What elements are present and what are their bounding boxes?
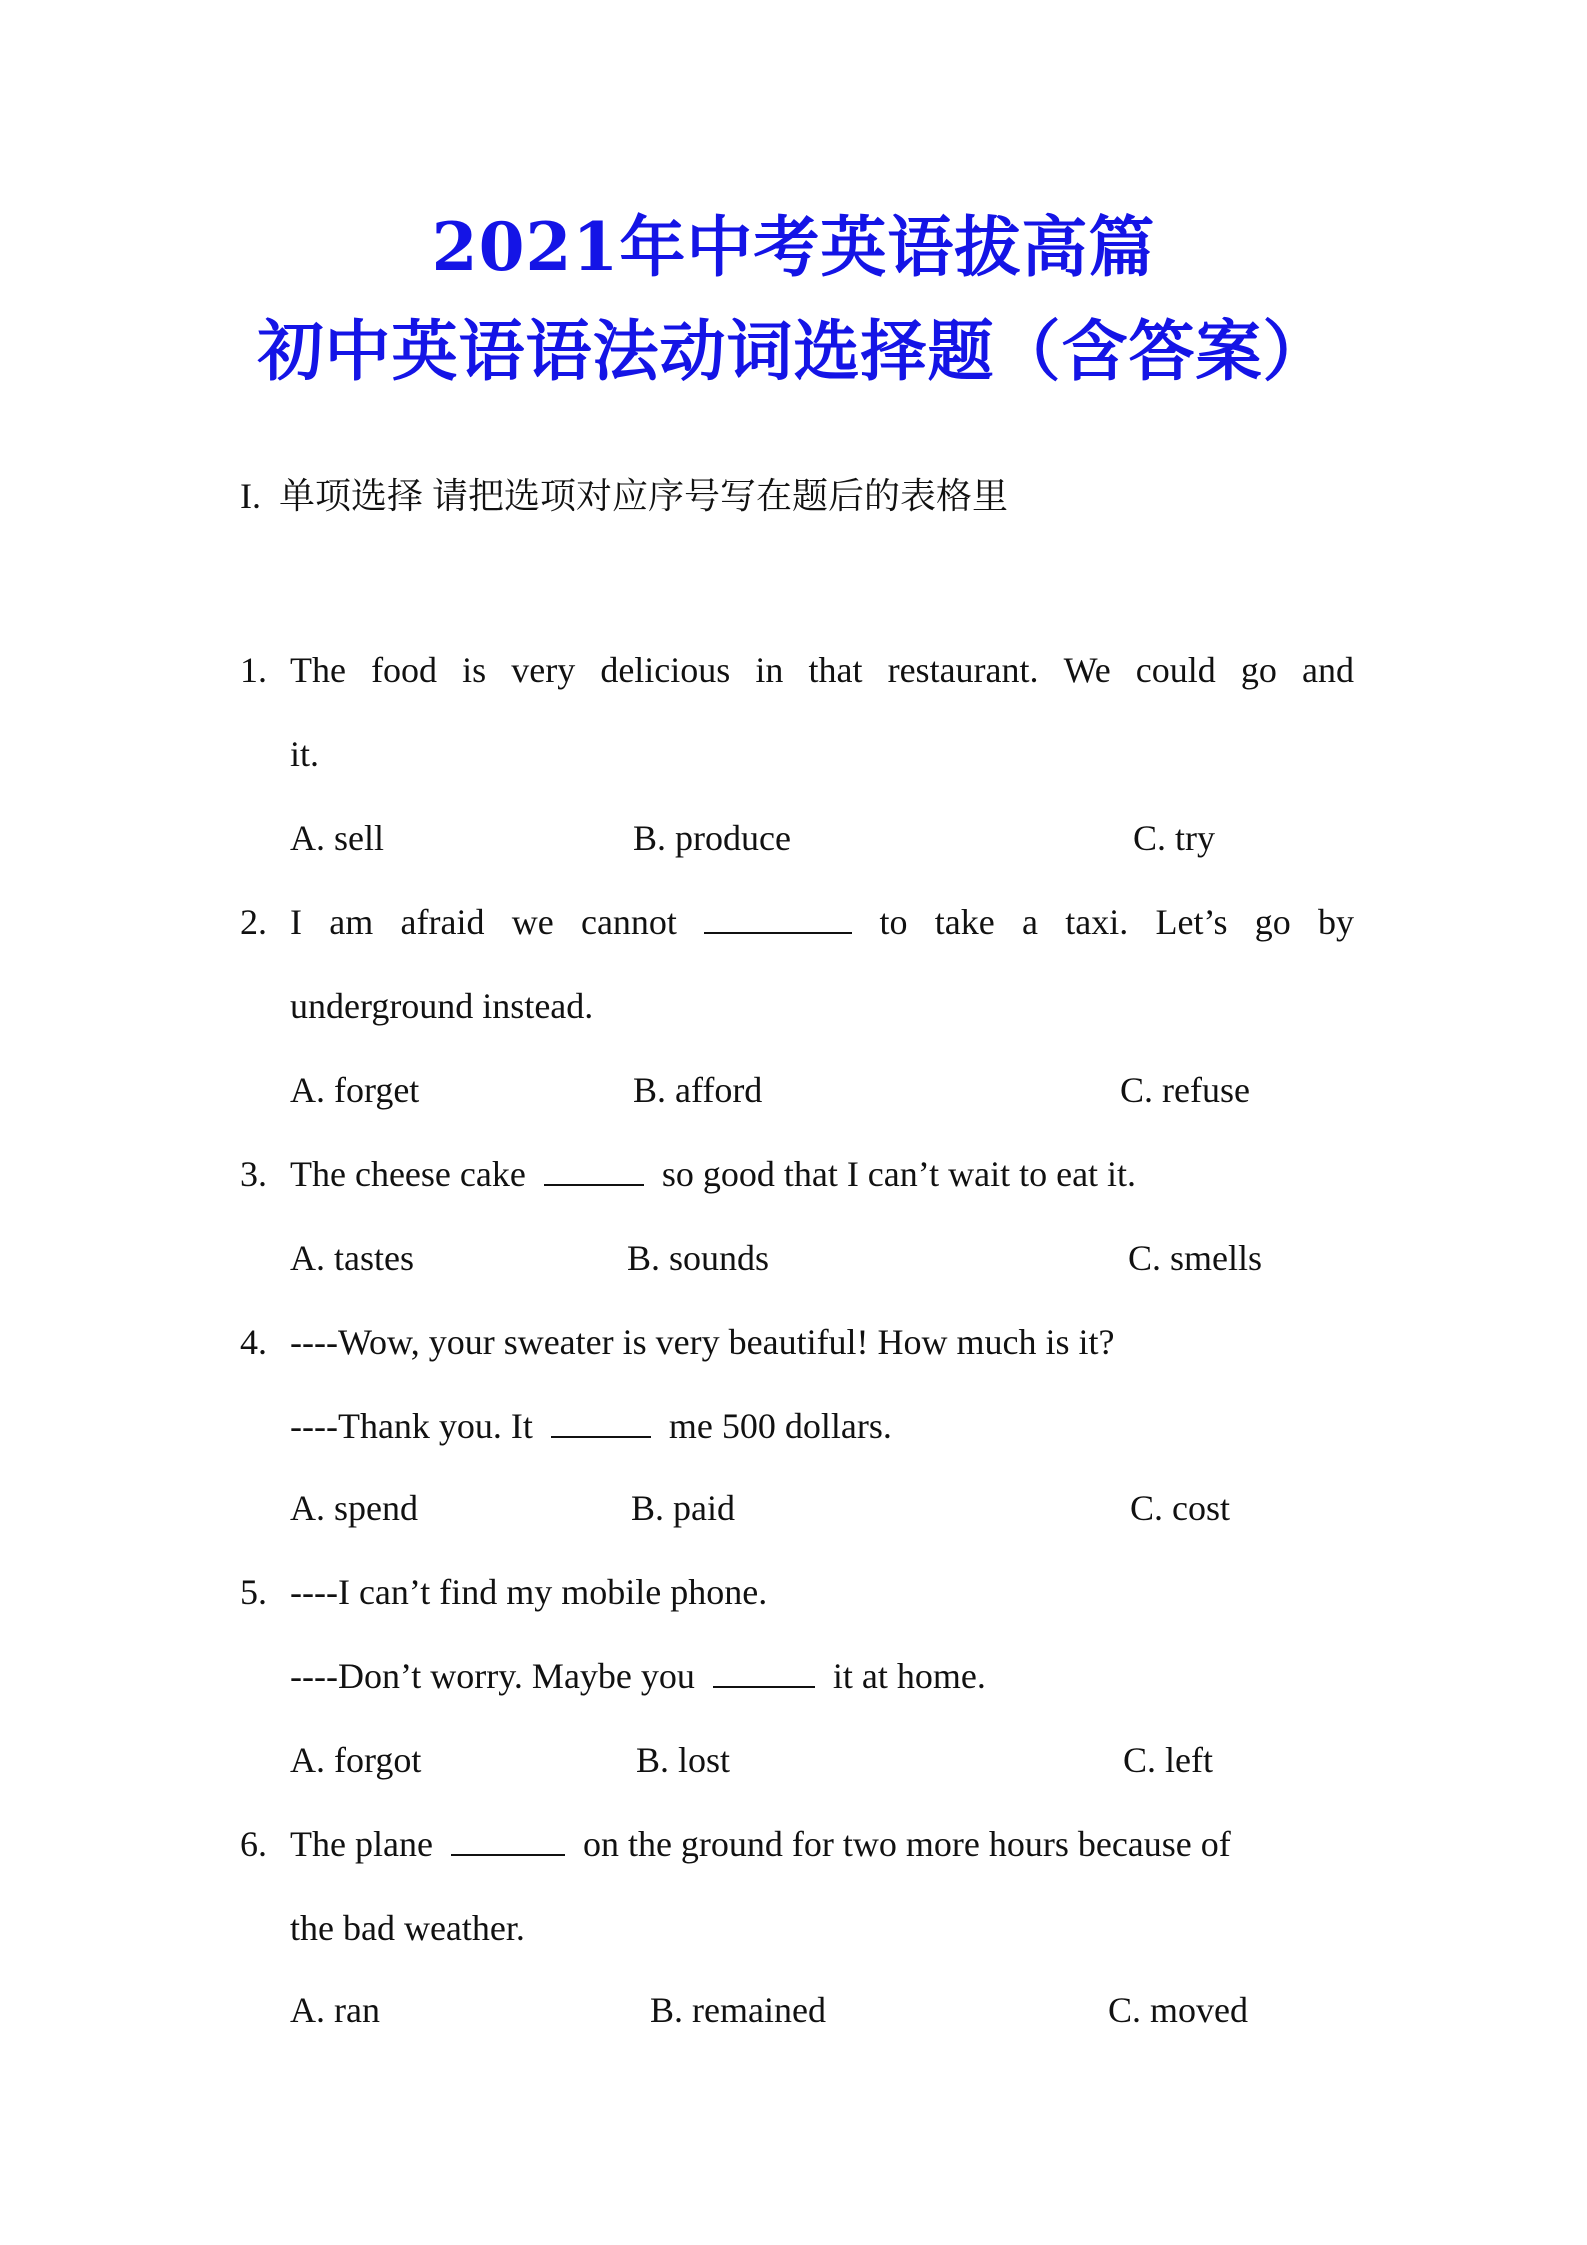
question-number: 1. [240,650,267,690]
word: could [1135,650,1216,690]
word: we [511,902,554,942]
question-number: 6. [240,1824,267,1864]
question-6-line-1 [290,1826,1231,1862]
section-number: I. [240,476,261,516]
question-3-line-1 [290,1156,1136,1192]
option-b: B. afford [633,1070,763,1110]
question-6-line-2: the bad weather. [290,1908,525,1948]
page-title-line-1: 2021年中考英语拔高篇 [431,208,1156,286]
answer-blank [451,1826,565,1856]
word: delicious [600,650,731,690]
option-c: C. smells [1128,1238,1263,1278]
answer-blank [713,1658,815,1688]
option-c: C. try [1133,818,1216,858]
word: very [511,650,576,690]
option-a: A. ran [290,1990,380,2030]
option-b: B. paid [631,1488,735,1528]
word: The [290,650,346,690]
question-1-line-1 [290,652,1354,688]
option-c: C. refuse [1120,1070,1250,1110]
question-number: 4. [240,1322,267,1362]
word: afraid [400,902,485,942]
word: go [1240,650,1277,690]
word: by [1318,902,1354,942]
word: and [1301,650,1354,690]
word: cannot [580,902,677,942]
question-1-line-2: it. [290,734,320,774]
section-heading [240,478,1008,514]
option-c: C. moved [1108,1990,1248,2030]
option-b: B. lost [636,1740,731,1780]
answer-blank [551,1408,651,1438]
question-text: The plane [290,1824,433,1864]
word: to [879,902,908,942]
question-2-line-2: underground instead. [290,986,594,1026]
question-5-line-1: ----I can’t find my mobile phone. [290,1572,768,1612]
page-title-line-2: 初中英语语法动词选择题（含答案） [257,312,1330,390]
section-instruction: 单项选择 请把选项对应序号写在题后的表格里 [279,476,1009,516]
word: am [329,902,374,942]
question-4-line-2 [290,1408,892,1444]
question-text: The cheese cake [290,1154,526,1194]
word: a [1021,902,1038,942]
option-c: C. left [1123,1740,1213,1780]
question-5-line-2 [290,1658,986,1694]
option-a: A. forget [290,1070,420,1110]
word: restaurant. [887,650,1039,690]
option-c: C. cost [1130,1488,1231,1528]
question-number: 3. [240,1154,267,1194]
question-4-line-1: ----Wow, your sweater is very beautiful! How much is it? [290,1322,1115,1362]
word: is [462,650,487,690]
question-number: 2. [240,902,267,942]
word: take [934,902,995,942]
option-a: A. forgot [290,1740,422,1780]
question-text: it at home. [832,1656,986,1696]
question-text: on the ground for two more hours because of [582,1824,1231,1864]
answer-blank [544,1156,644,1186]
word: that [808,650,863,690]
question-text: ----Thank you. It [290,1406,533,1446]
option-a: A. tastes [290,1238,414,1278]
option-b: B. sounds [627,1238,770,1278]
option-a: A. spend [290,1488,418,1528]
question-text: ----Don’t worry. Maybe you [290,1656,695,1696]
word: food [371,650,438,690]
option-a: A. sell [290,818,384,858]
word: We [1063,650,1111,690]
word: I [290,902,302,942]
word: Let’s [1155,902,1228,942]
option-b: B. remained [650,1990,826,2030]
question-number: 5. [240,1572,267,1612]
question-text: so good that I can’t wait to eat it. [661,1154,1137,1194]
word: go [1254,902,1291,942]
option-b: B. produce [633,818,791,858]
answer-blank [704,904,852,934]
word: in [755,650,784,690]
question-text: me 500 dollars. [668,1406,892,1446]
word: taxi. [1065,902,1129,942]
question-2-line-1 [290,904,1354,940]
